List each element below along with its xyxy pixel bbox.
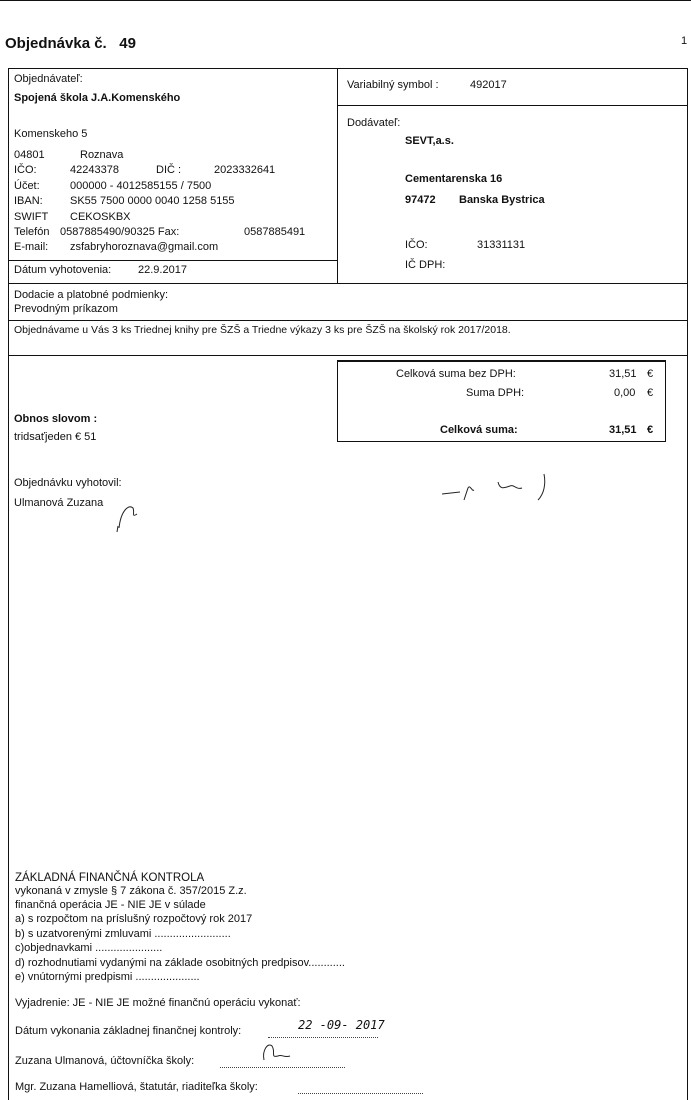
buyer-fax: 0587885491 — [244, 226, 306, 238]
buyer-label: Objednávateľ: — [14, 73, 83, 85]
terms-value: Prevodným príkazom — [14, 303, 118, 315]
header-divider — [337, 68, 338, 283]
vat-currency: € — [647, 387, 654, 399]
vat-label: Suma DPH: — [466, 387, 525, 399]
buyer-phone: 0587885490/90325 Fax: — [60, 226, 180, 238]
net-total-label: Celková suma bez DPH: — [396, 368, 516, 380]
buyer-street: Komenskeho 5 — [14, 128, 88, 140]
prepared-by-name: Ulmanová Zuzana — [14, 497, 104, 509]
buyer-swift-label: SWIFT — [14, 211, 49, 223]
vs-divider — [337, 105, 688, 106]
order-number: 49 — [119, 35, 136, 52]
control-line-4: b) s uzatvorenými zmluvami ......................... — [15, 928, 231, 940]
section-divider-3 — [8, 355, 688, 356]
signature-scribble-1 — [115, 498, 145, 534]
section-divider-1 — [8, 283, 688, 284]
date-divider — [8, 260, 338, 261]
control-statement: Vyjadrenie: JE - NIE JE možné finančnú operáciu vykonať: — [15, 997, 301, 1009]
control-line-3: a) s rozpočtom na príslušný rozpočtový rok 2017 — [15, 913, 253, 925]
buyer-ico-label: IČO: — [14, 164, 37, 176]
net-total-value: 31,51 — [609, 368, 637, 380]
buyer-iban-label: IBAN: — [14, 195, 43, 207]
supplier-label: Dodávateľ: — [347, 117, 401, 129]
issue-date: 22.9.2017 — [138, 264, 187, 276]
signature-scribble-2 — [440, 470, 560, 510]
supplier-icdph-label: IČ DPH: — [405, 259, 446, 271]
control-line-1: vykonaná v zmysle § 7 zákona č. 357/2015 Z.z. — [15, 885, 247, 897]
issue-date-label: Dátum vyhotovenia: — [14, 264, 112, 276]
control-line-6: d) rozhodnutiami vydanými na základe osobitných predpisov............ — [15, 957, 345, 969]
accountant-signature — [258, 1040, 298, 1062]
page-number: 1 — [681, 35, 688, 47]
buyer-swift: CEKOSKBX — [70, 211, 131, 223]
supplier-name: SEVT,a.s. — [405, 135, 454, 147]
control-date-dots — [268, 1037, 378, 1038]
buyer-account-label: Účet: — [14, 180, 40, 192]
buyer-city: Roznava — [80, 149, 124, 161]
buyer-name: Spojená škola J.A.Komenského — [14, 92, 181, 104]
grand-total-label: Celková suma: — [440, 424, 518, 436]
title-label: Objednávka č. — [5, 35, 107, 52]
control-date-value: 22 -09- 2017 — [298, 1018, 385, 1032]
buyer-email: zsfabryhoroznava@gmail.com — [70, 241, 219, 253]
accountant-signature-line — [220, 1067, 345, 1068]
grand-total-value: 31,51 — [609, 424, 637, 436]
amount-in-words: tridsaťjeden € 51 — [14, 431, 97, 443]
buyer-email-label: E-mail: — [14, 241, 49, 253]
top-border — [0, 0, 691, 1]
buyer-phone-label: Telefón — [14, 226, 50, 238]
frame-left — [8, 68, 9, 1100]
supplier-zip: 97472 — [405, 194, 436, 206]
frame-right — [687, 68, 688, 1100]
prepared-by-label: Objednávku vyhotovil: — [14, 477, 122, 489]
section-divider-2 — [8, 320, 688, 321]
buyer-ico: 42243378 — [70, 164, 119, 176]
control-line-2: finančná operácia JE - NIE JE v súlade — [15, 899, 206, 911]
buyer-account: 000000 - 4012585155 / 7500 — [70, 180, 212, 192]
order-text: Objednávame u Vás 3 ks Triednej knihy pre ŠZŠ a Triedne výkazy 3 ks pre ŠZŠ na školský rok 2017/2018. — [14, 324, 511, 336]
variable-symbol-label: Variabilný symbol : — [347, 79, 439, 91]
buyer-zip: 04801 — [14, 149, 45, 161]
page-title — [5, 35, 136, 52]
control-date-label: Dátum vykonania základnej finančnej kontroly: — [15, 1025, 242, 1037]
variable-symbol-value: 492017 — [470, 79, 507, 91]
control-title: ZÁKLADNÁ FINANČNÁ KONTROLA — [15, 872, 205, 884]
buyer-dic-label: DIČ : — [156, 164, 182, 176]
vat-value: 0,00 — [614, 387, 636, 399]
supplier-ico-label: IČO: — [405, 239, 428, 251]
amount-in-words-label: Obnos slovom : — [14, 413, 98, 425]
control-line-7: e) vnútornými predpismi ..................... — [15, 971, 200, 983]
frame-top — [8, 68, 688, 69]
supplier-city: Banska Bystrica — [459, 194, 545, 206]
supplier-street: Cementarenska 16 — [405, 173, 503, 185]
net-total-currency: € — [647, 368, 654, 380]
control-line-5: c)objednavkami ...................... — [15, 942, 163, 954]
accountant-label: Zuzana Ulmanová, účtovníčka školy: — [15, 1055, 195, 1067]
buyer-dic: 2023332641 — [214, 164, 276, 176]
totals-divider — [337, 361, 666, 362]
buyer-iban: SK55 7500 0000 0040 1258 5155 — [70, 195, 235, 207]
grand-total-currency: € — [647, 424, 654, 436]
terms-label: Dodacie a platobné podmienky: — [14, 289, 169, 301]
director-label: Mgr. Zuzana Hamelliová, štatutár, riaditeľka školy: — [15, 1081, 258, 1093]
supplier-ico: 31331131 — [477, 239, 526, 251]
director-signature-line — [298, 1093, 423, 1094]
